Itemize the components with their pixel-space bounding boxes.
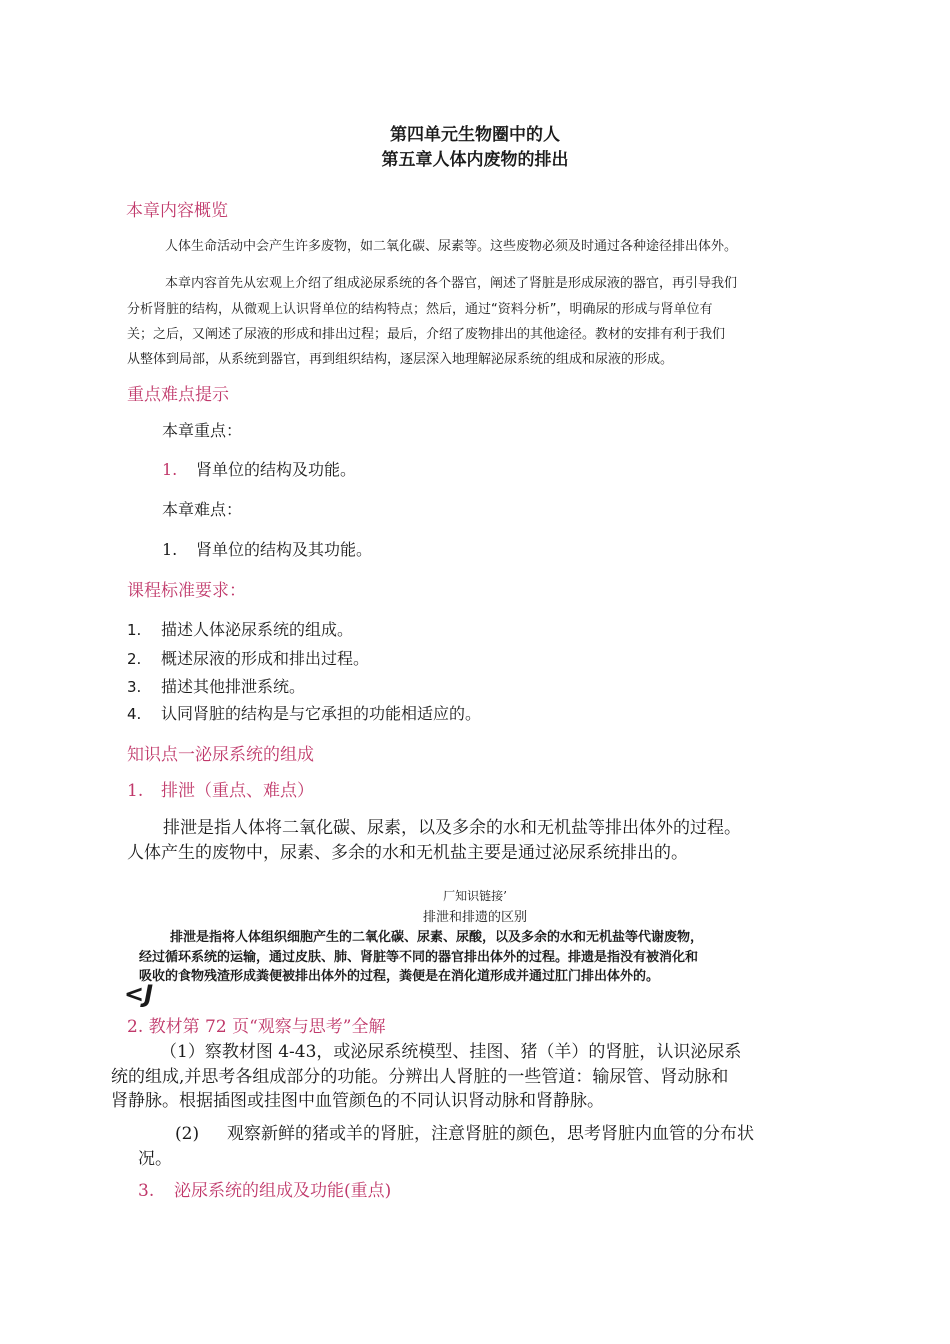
subsection-3	[138, 1176, 391, 1201]
overview-line: 从整体到局部，从系统到器官，再到组织结构，逐层深入地理解泌尿系统的组成和尿液的形成。	[127, 352, 674, 367]
standards-item	[127, 701, 481, 724]
key-label: 本章重点：	[162, 421, 243, 440]
standards-item-text: 描述其他排泄系统。	[161, 677, 306, 696]
box-line: 经过循环系统的运输，通过皮肤、肺、肾脏等不同的器官排出体外的过程。排遗是指没有被消化和	[139, 950, 699, 965]
observation-item-2-continued: 况。	[138, 1149, 172, 1169]
overview-line: 分析肾脏的结构，从微观上认识肾单位的结构特点；然后，通过“资料分析”，明确尿的形成与肾单位有	[127, 302, 713, 317]
key-item	[162, 457, 356, 480]
standards-item	[127, 674, 305, 697]
difficulty-label: 本章难点：	[162, 500, 243, 519]
excretion-line: 人体产生的废物中，尿素、多余的水和无机盐主要是通过泌尿系统排出的。	[127, 843, 688, 863]
page-title: 第四单元生物圈中的人	[390, 125, 560, 145]
difficulty-item-number: 1.	[162, 540, 178, 559]
chapter-title: 第五章人体内废物的排出	[381, 150, 569, 170]
observation-item-2	[175, 1119, 754, 1144]
overview-heading: 本章内容概览	[126, 201, 228, 221]
key-item-number: 1.	[162, 460, 178, 479]
overview-line: 关；之后，又阐述了尿液的形成和排出过程；最后，介绍了废物排出的其他途径。教材的安排有利于我们	[127, 327, 726, 342]
standards-item	[127, 617, 353, 640]
overview-line: 本章内容首先从宏观上介绍了组成泌尿系统的各个器官，阐述了肾脏是形成尿液的器官，再引导我们	[165, 276, 738, 291]
key-item-text: 肾单位的结构及功能。	[196, 460, 357, 479]
standards-heading: 课程标准要求：	[127, 581, 246, 601]
knowledge-link-label: 厂知识链接’	[443, 889, 507, 903]
bracket-mark: <J	[124, 980, 154, 1008]
difficulty-item	[162, 537, 372, 560]
difficulty-item-text: 肾单位的结构及其功能。	[196, 540, 373, 559]
subsection-3-title: 泌尿系统的组成及功能(重点)	[174, 1181, 392, 1201]
standards-item-text: 描述人体泌尿系统的组成。	[161, 620, 354, 639]
standards-item-text: 认同肾脏的结构是与它承担的功能相适应的。	[161, 704, 482, 723]
observation-item-2-text: 观察新鲜的猪或羊的肾脏，注意肾脏的颜色，思考肾脏内血管的分布状	[227, 1124, 754, 1144]
subsection-2-title: 2. 教材第 72 页“观察与思考”全解	[127, 1017, 386, 1037]
standards-item-number: 4.	[127, 705, 142, 723]
box-line: 吸收的食物残渣形成粪便被排出体外的过程，粪便是在消化道形成并通过肛门排出体外的。	[139, 969, 660, 984]
observation-line: 统的组成,并思考各组成部分的功能。分辨出人肾脏的一些管道：输尿管、肾动脉和	[111, 1067, 729, 1087]
overview-paragraph-1: 人体生命活动中会产生许多废物，如二氧化碳、尿素等。这些废物必须及时通过各种途径排出体外。	[165, 239, 738, 254]
box-title: 排泄和排遗的区别	[422, 910, 527, 925]
subsection-1	[127, 776, 314, 801]
standards-item	[127, 646, 369, 669]
standards-item-number: 2.	[127, 650, 142, 668]
subsection-1-number: 1.	[127, 781, 144, 801]
standards-item-number: 3.	[127, 678, 142, 696]
subsection-3-number: 3.	[138, 1181, 155, 1201]
observation-line: 肾静脉。根据插图或挂图中血管颜色的不同认识肾动脉和肾静脉。	[111, 1091, 604, 1111]
excretion-line: 排泄是指人体将二氧化碳、尿素，以及多余的水和无机盐等排出体外的过程。	[163, 818, 741, 838]
subsection-1-title: 排泄（重点、难点）	[161, 781, 314, 801]
keypoints-heading: 重点难点提示	[127, 385, 229, 405]
box-line: 排泄是指将人体组织细胞产生的二氧化碳、尿素、尿酸，以及多余的水和无机盐等代谢废物，	[170, 930, 704, 945]
standards-item-number: 1.	[127, 621, 142, 639]
observation-line: （1）察教材图 4-43，或泌尿系统模型、挂图、猪（羊）的肾脏，认识泌尿系	[160, 1042, 742, 1062]
knowledge-heading: 知识点一泌尿系统的组成	[127, 745, 314, 765]
standards-item-text: 概述尿液的形成和排出过程。	[161, 649, 370, 668]
observation-item-2-number: (2)	[175, 1124, 200, 1144]
